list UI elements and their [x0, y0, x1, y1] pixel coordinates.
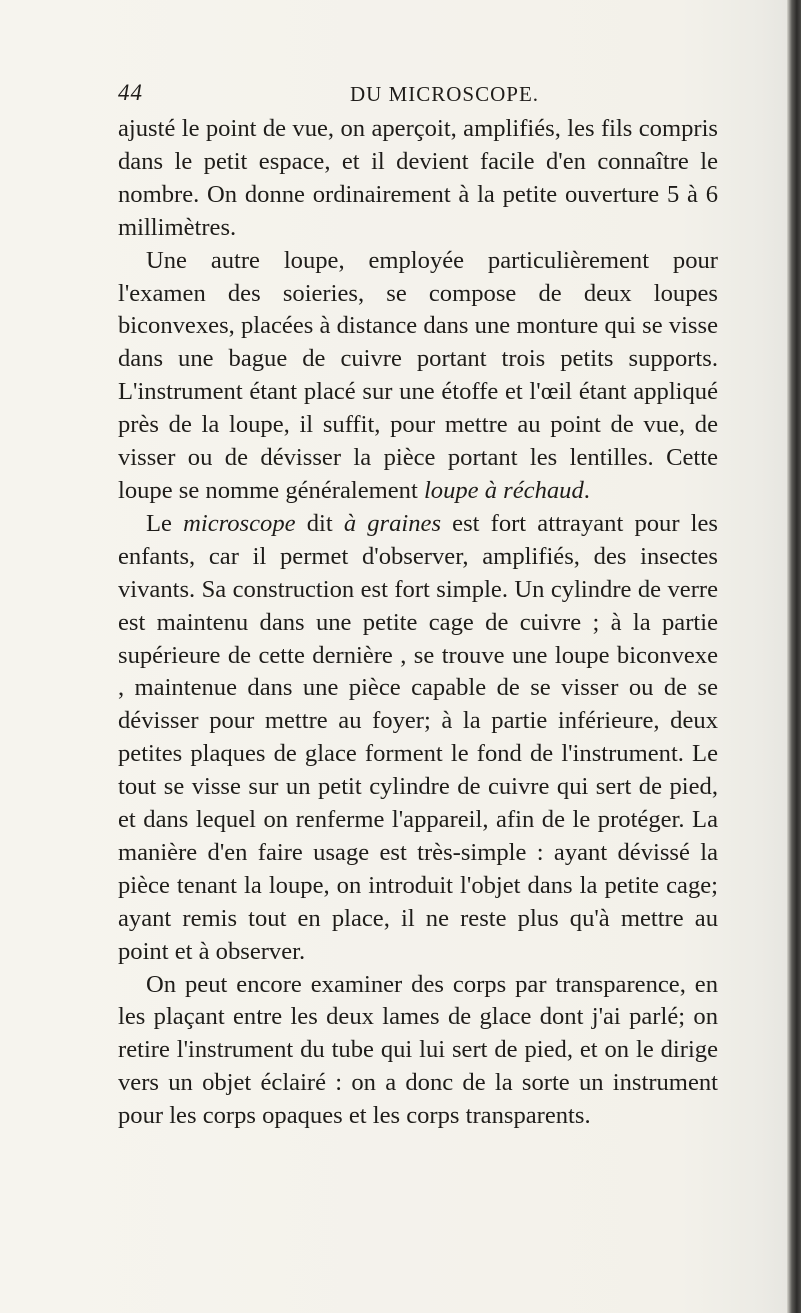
text-run: .: [583, 476, 590, 504]
paragraph: [118, 508, 718, 969]
italic-text: loupe à réchaud: [423, 476, 584, 504]
paragraph: [118, 969, 718, 1134]
italic-text: à graines: [343, 509, 442, 537]
page-header: [118, 80, 718, 110]
text-run: On peut encore examiner des corps par transparence, en les plaçant entre les deux lames de glace dont j'ai parlé; on retire l'instrument du tube qui lui sert de pied, et on le dirige vers un objet éclairé : on a donc de la sorte un instrument pour les corps opaques et les corps transparents.: [118, 970, 718, 1130]
paragraph: [118, 245, 718, 508]
page-number: 44: [118, 80, 143, 105]
text-run: dit: [295, 509, 344, 537]
paragraph: [118, 113, 718, 245]
text-run: Une autre loupe, employée particulièrement pour l'examen des soieries, se compose de deux loupes biconvexes, placées à distance dans une monture qui se visse dans une bague de cuivre portant trois petits supports. L'instrument étant placé sur une étoffe et l'œil étant appliqué près de la loupe, il suffit, pour mettre au point de vue, de visser ou de dévisser la pièce portant les lentilles. Cette loupe se nomme généralement: [118, 246, 718, 504]
text-run: ajusté le point de vue, on aperçoit, amplifiés, les fils compris dans le petit espace, et il devient facile d'en connaître le nombre. On donne ordinairement à la petite ouverture 5 à 6 millimètres.: [118, 115, 718, 241]
text-run: Le: [146, 509, 184, 537]
running-head: DU MICROSCOPE.: [350, 82, 540, 106]
page-binding-edge: [787, 0, 801, 1313]
text-run: est fort attrayant pour les enfants, car il permet d'observer, amplifiés, des insectes vivants. Sa construction est fort simple. Un cylindre de verre est maintenu dans une petite cage de cuivre ; à la partie supérieure de cette dernière , se trouve une loupe biconvexe , maintenue dans une pièce capable de se visser ou de se dévisser pour mettre au foyer; à la partie inférieure, deux petites plaques de glace forment le fond de l'instrument. Le tout se visse sur un petit cylindre de cuivre qui sert de pied, et dans lequel on renferme l'appareil, afin de le protéger. La manière d'en faire usage est très-simple : ayant dévissé la pièce tenant la loupe, on introduit l'objet dans la petite cage; ayant remis tout en place, il ne reste plus qu'à mettre au point et à observer.: [118, 509, 718, 965]
italic-text: microscope: [183, 509, 296, 537]
body-text: [118, 113, 718, 1133]
